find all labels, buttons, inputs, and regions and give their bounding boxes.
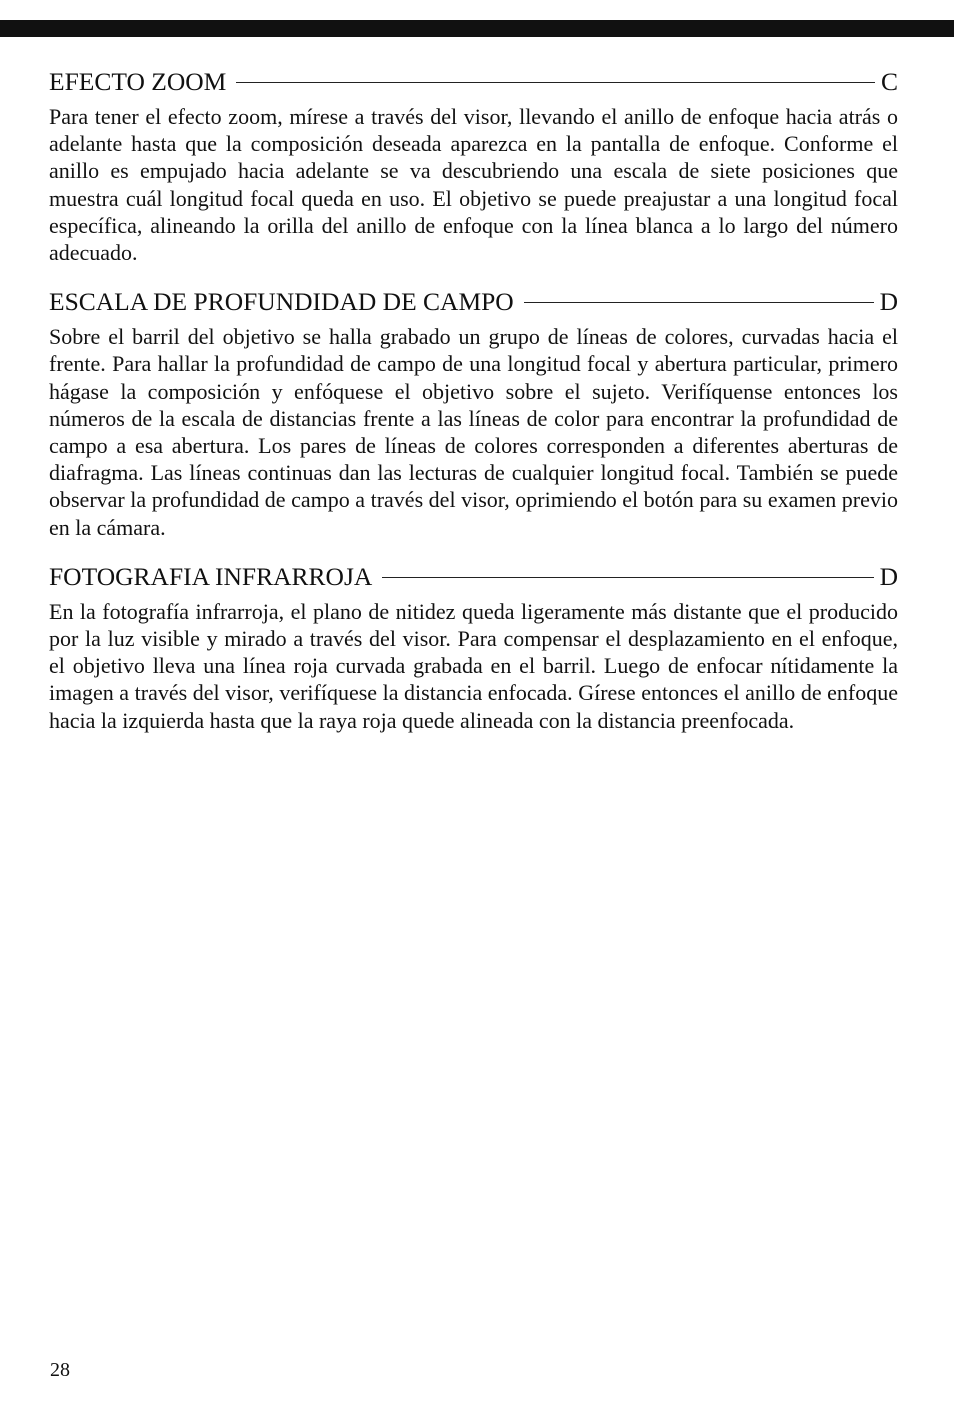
top-border-bar xyxy=(0,20,954,37)
section-paragraph: Para tener el efecto zoom, mírese a través del visor, llevando el anillo de enfoque hacia atrás o adelante hasta que la composición deseada aparezca en la pantalla de enfoque. Conforme el anillo es empujado hacia adelante se va descubriendo una escala de siete posiciones que muestra cuál longitud focal queda en uso. El objetivo se puede preajustar a una longitud focal específica, alineando la orilla del anillo de enfoque con la línea blanca a lo largo del número adecuado. xyxy=(49,104,898,266)
page-content xyxy=(49,66,898,754)
heading-rule xyxy=(382,577,873,578)
heading-rule xyxy=(236,82,875,83)
section-code: C xyxy=(880,67,898,96)
section-title: FOTOGRAFIA INFRARROJA xyxy=(49,561,373,591)
section-code: D xyxy=(879,287,898,317)
section-fotografia-infrarroja xyxy=(49,561,898,734)
section-heading xyxy=(49,561,898,592)
section-paragraph: En la fotografía infrarroja, el plano de nitidez queda ligeramente más distante que el producido por la luz visible y mirado a través del visor. Para compensar el desplazamiento en el enfoque, el objetivo lleva una línea roja curvada grabada en el barril. Luego de enfocar nítidamente la imagen a través del visor, verifíquese la distancia enfocada. Gírese entonces el anillo de enfoque hacia la izquierda hasta que la raya roja quede alineada con la distancia preenfocada. xyxy=(49,598,898,733)
section-heading xyxy=(49,66,898,97)
section-paragraph: Sobre el barril del objetivo se halla grabado un grupo de líneas de colores, curvadas hacia el frente. Para hallar la profundidad de campo de una longitud focal y abertura particular, primero hágase la composición y enfóquese el objetivo sobre el sujeto. Verifíquense entonces los números de la escala de distancias frente a las líneas de color para encontrar la profundidad de campo a esa abertura. Los pares de líneas de colores corresponden a diferentes aberturas de diafragma. Las líneas continuas dan las lecturas de cualquier longitud focal. También se puede observar la profundidad de campo a través del visor, oprimiendo el botón para su examen previo en la cámara. xyxy=(49,324,898,540)
section-title: ESCALA DE PROFUNDIDAD DE CAMPO xyxy=(49,287,514,317)
section-title: EFECTO ZOOM xyxy=(49,67,227,96)
section-efecto-zoom xyxy=(49,66,898,266)
section-escala-profundidad xyxy=(49,286,898,541)
page-number: 28 xyxy=(50,1359,70,1381)
section-heading xyxy=(49,286,898,317)
section-code: D xyxy=(879,561,898,591)
heading-rule xyxy=(524,302,874,303)
